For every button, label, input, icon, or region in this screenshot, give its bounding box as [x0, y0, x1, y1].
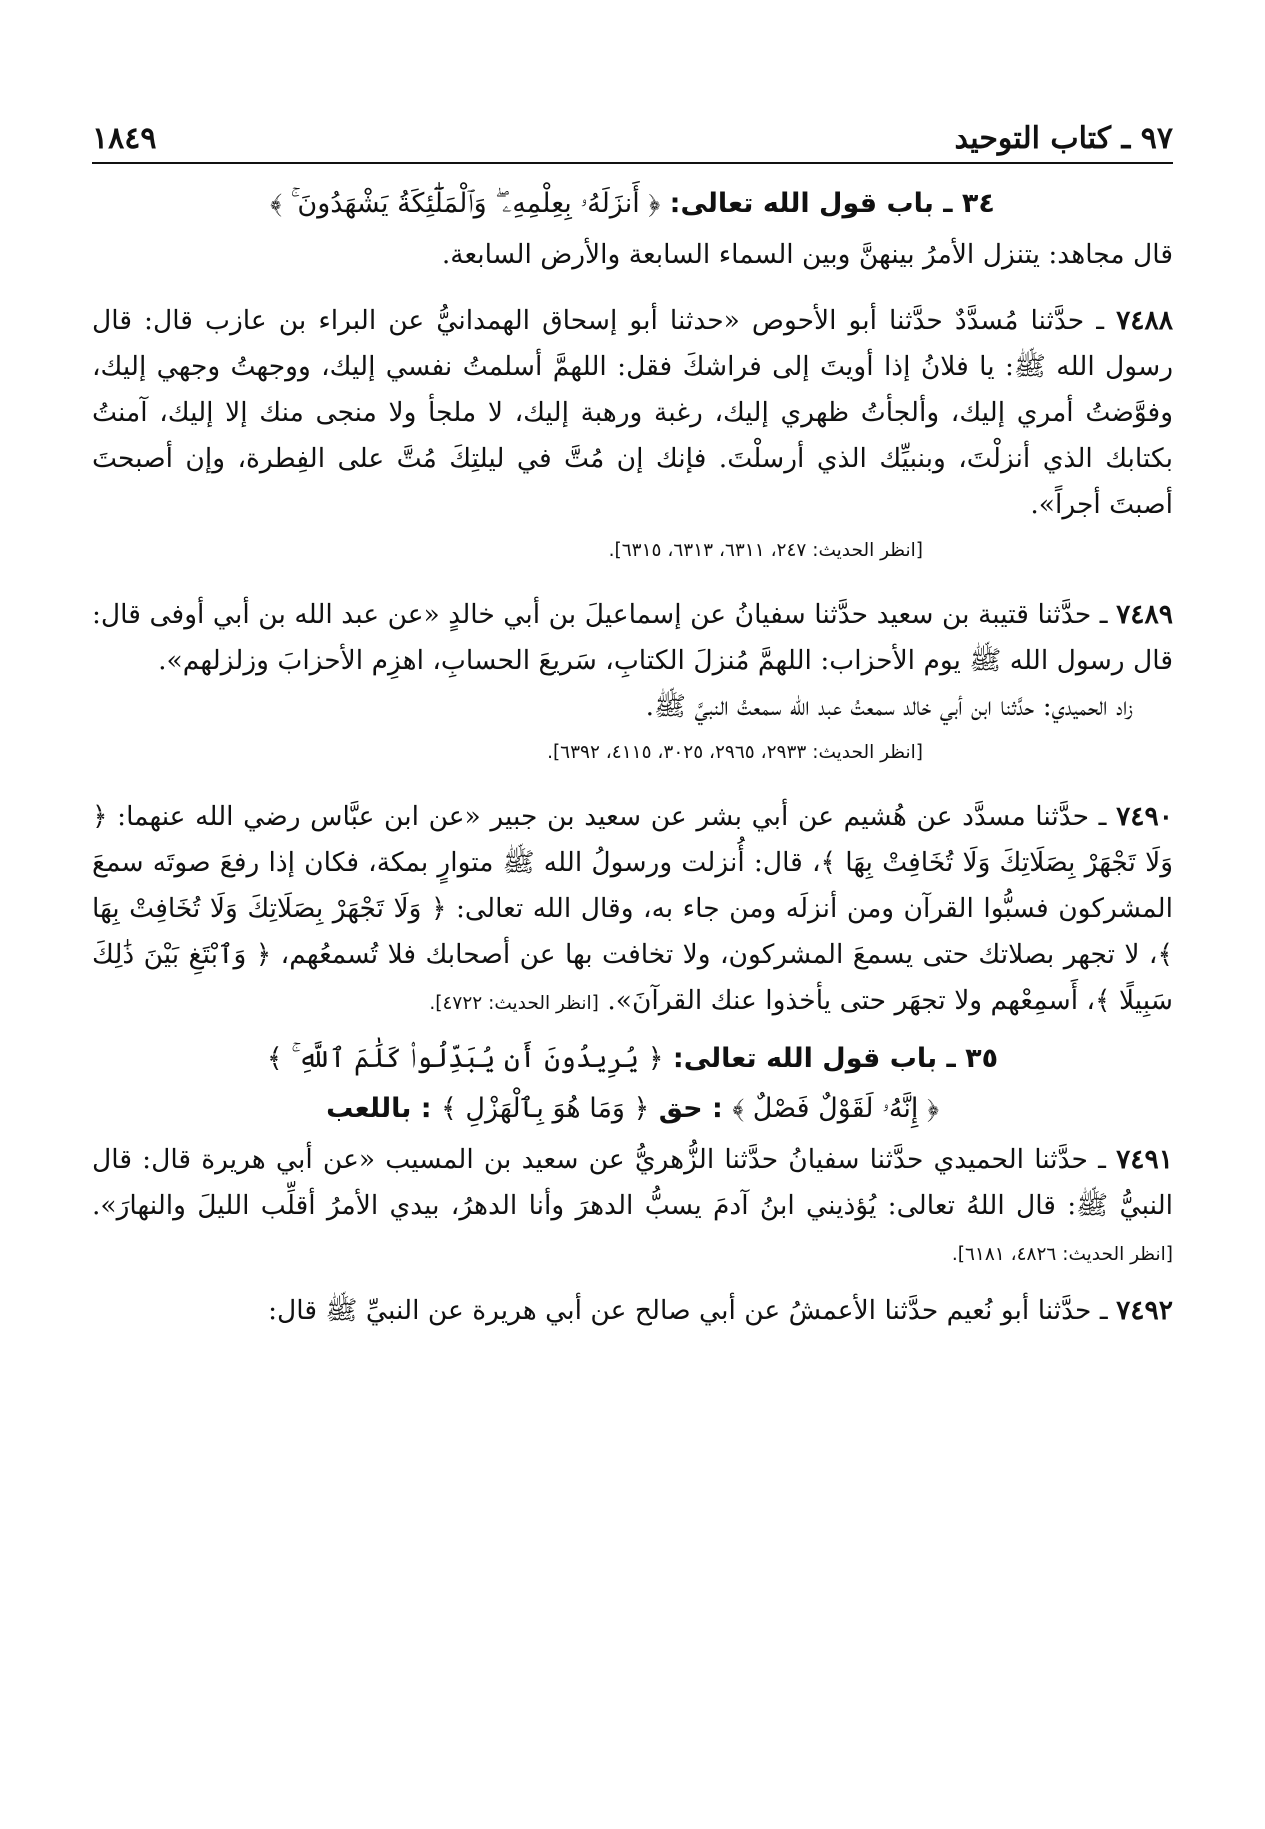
hadith-7488 — [92, 298, 1173, 528]
hadith-text: ـ حدَّثنا مُسدَّدٌ حدَّثنا أبو الأحوص «حدثنا أبو إسحاق الهمدانيُّ عن البراء بن عازب قال: قال رسول الله ﷺ: يا فلانُ إذا أويتَ إلى فراشكَ فقل: اللهمَّ أسلمتُ نفسي إليك، ووجهتُ وجهي إليك، وفوَّضتُ أمري إليك، وألجأتُ ظهري إليك، رغبة ورهبة إليك، لا ملجأ ولا منجى منك إلا إليك، آمنتُ بكتابك الذي أنزلْتَ، وبنبيِّك الذي أرسلْتَ. فإنك إن مُتَّ في ليلتِكَ مُتَّ على الفِطرة، وإن أصبحتَ أصبتَ أجراً». — [92, 305, 1173, 520]
quran-verse: ﴿ أَنزَلَهُۥ بِعِلْمِهِۦ ۖ وَٱلْمَلَٰٓئِكَةُ يَشْهَدُونَ ۚ ﴾ — [270, 188, 661, 219]
hadith-number: ٧٤٨٩ — [1116, 599, 1173, 630]
hadith-text: ـ حدَّثنا أبو نُعيم حدَّثنا الأعمشُ عن أبي صالح عن أبي هريرة عن النبيِّ ﷺ قال: — [268, 1295, 1117, 1326]
chapter-35-heading — [92, 1037, 1173, 1081]
humaydi-addition: زاد الحميدي: حدَّثنا ابن أبي خالد سمعتُ عبد الله سمعتُ النبيَّ ﷺ. — [645, 691, 1133, 722]
mujahid-statement: قال مجاهد: يتنزل الأمرُ بينهنَّ وبين السماء السابعة والأرض السابعة. — [441, 239, 1173, 270]
gloss-word: : حق — [658, 1093, 723, 1124]
hadith-reference: [انظر الحديث: ٤٨٢٦، ٦١٨١]. — [951, 1244, 1173, 1265]
chapter-title: ٣٥ ـ باب قول الله تعالى: — [672, 1043, 999, 1074]
hadith-reference: [انظر الحديث: ٢٩٣٣، ٢٩٦٥، ٣٠٢٥، ٤١١٥، ٦٣٩٢]. — [547, 742, 923, 763]
book-title: ٩٧ ـ كتاب التوحيد — [954, 121, 1173, 156]
page-content — [92, 178, 1173, 1334]
hadith-7492 — [92, 1288, 1173, 1334]
quran-verse: ﴿ إِنَّهُۥ لَقَوْلٌ فَصْلٌ ﴾ — [732, 1093, 939, 1124]
page-number: ١٨٤٩ — [92, 121, 157, 156]
chapter-34-heading — [92, 182, 1173, 226]
hadith-7489 — [92, 592, 1173, 684]
chapter-35-gloss — [92, 1087, 1173, 1131]
hadith-7490 — [92, 794, 1173, 1027]
hadith-text: ـ حدَّثنا مسدَّد عن هُشيم عن أبي بشر عن سعيد بن جبير «عن ابن عبَّاس رضي الله عنهما: ﴿ وَلَا تَجْهَرْ بِصَلَاتِكَ وَلَا تُخَافِتْ بِهَا ﴾، قال: أُنزلت ورسولُ الله ﷺ متوارٍ بمكة، فكان إذا رفعَ صوتَه سمعَ المشركون فسبُّوا القرآن ومن أنزلَه ومن جاء به، وقال الله تعالى: ﴿ وَلَا تَجْهَرْ بِصَلَاتِكَ وَلَا تُخَافِتْ بِهَا ﴾، لا تجهر بصلاتك حتى يسمعَ المشركون، ولا تخافت بها عن أصحابك فلا تُسمعُهم، ﴿ وَٱبْتَغِ بَيْنَ ذَٰلِكَ سَبِيلًا ﴾، أَسمِعْهم ولا تجهَر حتى يأخذوا عنك القرآنَ». — [92, 801, 1173, 1016]
hadith-number: ٧٤٩٢ — [1116, 1295, 1173, 1326]
chapter-title: ٣٤ ـ باب قول الله تعالى: — [669, 188, 995, 219]
hadith-number: ٧٤٩٠ — [1116, 801, 1173, 832]
hadith-text: ـ حدَّثنا قتيبة بن سعيد حدَّثنا سفيانُ عن إسماعيلَ بن أبي خالدٍ «عن عبد الله بن أبي أوفى قال: قال رسول الله ﷺ يوم الأحزاب: اللهمَّ مُنزلَ الكتابِ، سَريعَ الحسابِ، اهزِم الأحزابَ وزلزلهم». — [92, 599, 1173, 676]
quran-verse: ﴿ وَمَا هُوَ بِٱلْهَزْلِ ﴾ — [440, 1093, 650, 1124]
hadith-reference: [انظر الحديث: ٢٤٧، ٦٣١١، ٦٣١٣، ٦٣١٥]. — [608, 540, 923, 561]
hadith-number: ٧٤٨٨ — [1116, 305, 1173, 336]
hadith-reference: [انظر الحديث: ٤٧٢٢]. — [429, 993, 599, 1014]
quran-verse: ﴿ يُرِيدُونَ أَن يُبَدِّلُوا۟ كَلَٰمَ ٱللَّهِ ۚ ﴾ — [266, 1043, 664, 1074]
gloss-word: : باللعب — [326, 1093, 432, 1124]
hadith-text: ـ حدَّثنا الحميدي حدَّثنا سفيانُ حدَّثنا الزُّهريُّ عن سعيد بن المسيب «عن أبي هريرة قال: قال النبيُّ ﷺ: قال اللهُ تعالى: يُؤذيني ابنُ آدمَ يسبُّ الدهرَ وأنا الدهرُ، بيدي الأمرُ أقلِّب الليلَ والنهارَ». — [92, 1144, 1173, 1221]
hadith-7491 — [92, 1137, 1173, 1278]
hadith-number: ٧٤٩١ — [1116, 1144, 1173, 1175]
page-header — [92, 112, 1173, 164]
